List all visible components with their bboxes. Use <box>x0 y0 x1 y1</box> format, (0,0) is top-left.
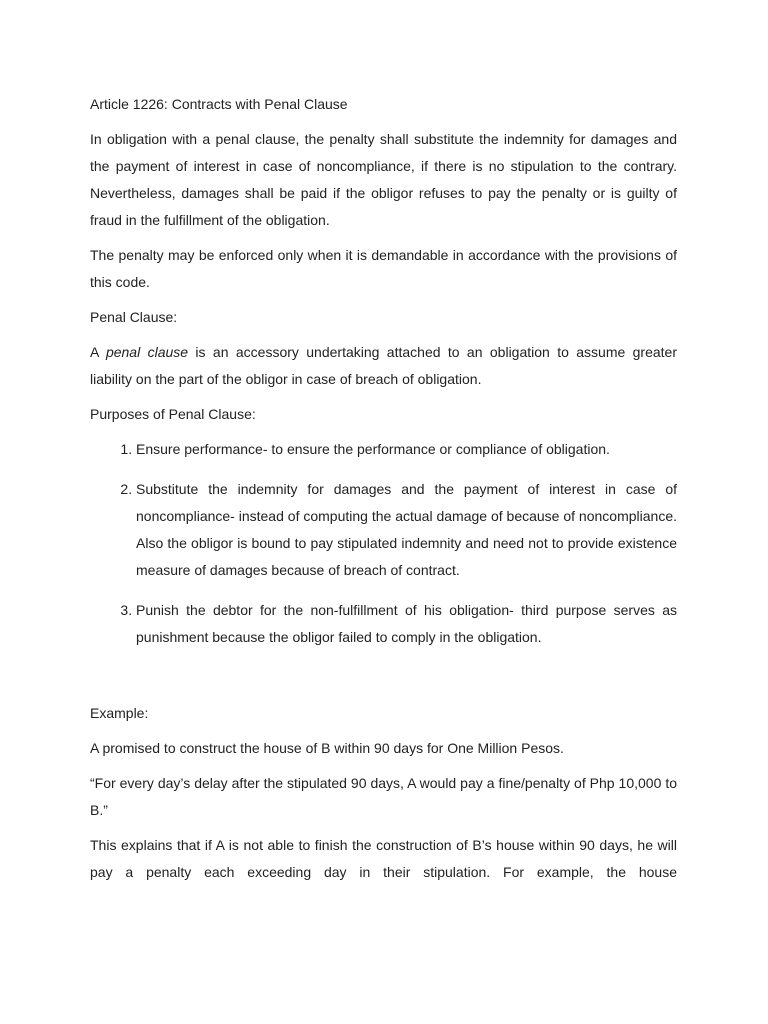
example-paragraph-3: This explains that if A is not able to finish the construction of B’s house within 90 days, he will pay a penalty each exceeding day in their stipulation. For example, the house <box>90 837 677 880</box>
section-spacer <box>90 664 677 700</box>
paragraph-penalty-enforcement: The penalty may be enforced only when it is demandable in accordance with the provisions of this code. <box>90 247 677 290</box>
purpose-item-1: 1. Ensure performance- to ensure the performance or compliance of obligation. <box>136 436 677 463</box>
document-page <box>90 91 677 894</box>
definition-lead: A <box>90 344 106 360</box>
definition-rest: is an accessory undertaking attached to an obligation to assume greater liability on the part of the obligor in case of breach of obligation. <box>90 344 677 387</box>
article-title: Article 1226: Contracts with Penal Clause <box>90 96 348 112</box>
example-paragraph-1: A promised to construct the house of B within 90 days for One Million Pesos. <box>90 740 564 756</box>
definition-term: penal clause <box>105 344 189 360</box>
paragraph-penalty-substitution: In obligation with a penal clause, the penalty shall substitute the indemnity for damages and the payment of interest in case of noncompliance, if there is no stipulation to the contrary. Nevertheless, damages shall be paid if the obligor refuses to pay the penalty or is guilty of fraud in the fulfillment of the obligation. <box>90 131 677 228</box>
purpose-item-3: 3. Punish the debtor for the non-fulfillment of his obligation- third purpose serves as punishment because the obligor failed to comply in the obligation. <box>136 597 677 651</box>
example-heading: Example: <box>90 705 149 721</box>
purposes-heading: Purposes of Penal Clause: <box>90 406 256 422</box>
penal-clause-heading: Penal Clause: <box>90 309 178 325</box>
purposes-list <box>90 436 677 651</box>
purpose-item-2: 2. Substitute the indemnity for damages and the payment of interest in case of noncompliance- instead of computing the actual damage of because of noncompliance. Also the obligor is bound to pay stipulated indemnity and need not to provide existence measure of damages because of breach of contract. <box>136 476 677 584</box>
example-paragraph-2: “For every day’s delay after the stipulated 90 days, A would pay a fine/penalty of Php 10,000 to B.” <box>90 775 677 818</box>
penal-clause-definition <box>90 339 677 393</box>
